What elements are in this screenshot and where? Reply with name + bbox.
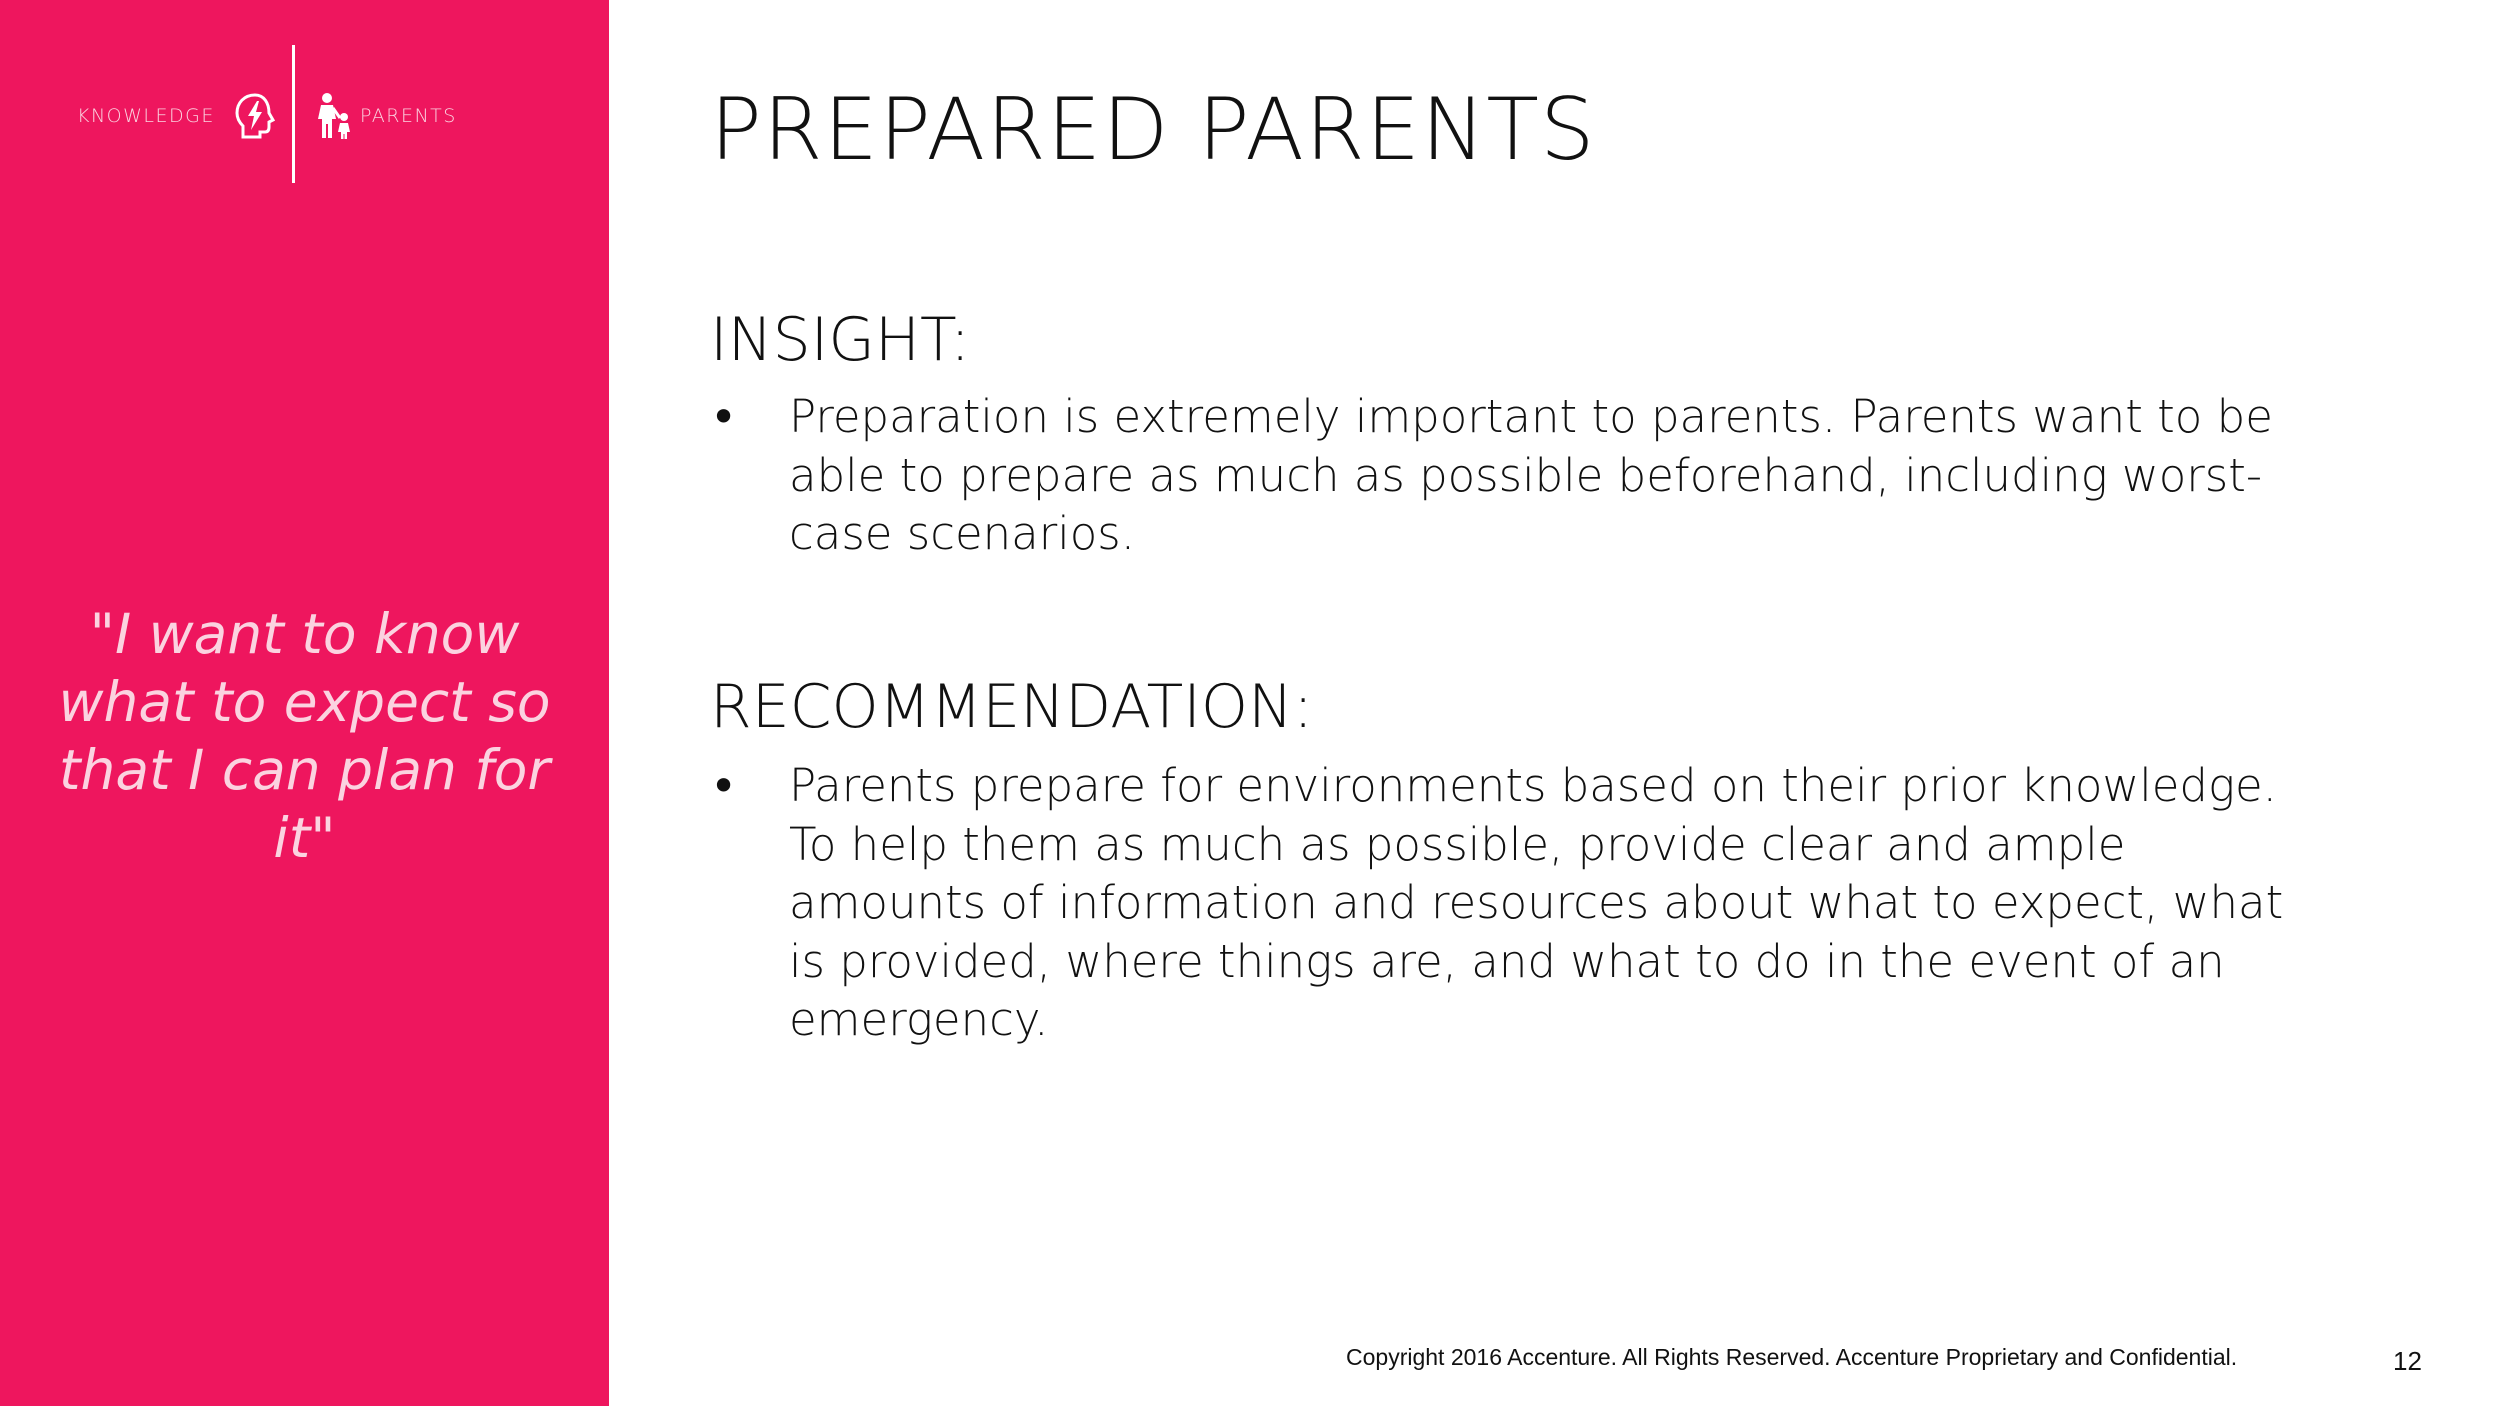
recommendation-text <box>789 757 2410 1050</box>
text-line: able to prepare as much as possible beforehand, including worst- <box>789 448 2263 502</box>
head-lightning-icon <box>233 92 277 140</box>
page-number: 12 <box>2393 1346 2422 1376</box>
text-line: To help them as much as possible, provide clear and ample <box>789 817 2126 871</box>
insight-heading: INSIGHT: <box>710 305 971 375</box>
text-line: emergency. <box>789 993 1049 1046</box>
text-line: Preparation is extremely important to parents. Parents want to be <box>789 390 2273 443</box>
sidebar-panel <box>0 0 609 1406</box>
parent-child-icon <box>316 92 354 140</box>
quote-line: what to expect so <box>58 670 551 734</box>
copyright-notice: Copyright 2016 Accenture. All Rights Reserved. Accenture Proprietary and Confidential. <box>1346 1344 2238 1370</box>
bullet-icon: • <box>710 390 738 444</box>
text-line: Parents prepare for environments based on their prior knowledge. <box>789 759 2277 812</box>
quote-line: that I can plan for it" <box>58 738 551 870</box>
recommendation-bullet <box>710 757 2410 1050</box>
bullet-icon: • <box>710 759 738 813</box>
text-line: case scenarios. <box>789 507 1136 560</box>
logo-word-parents: PARENTS <box>360 105 457 127</box>
recommendation-heading: RECOMMENDATION: <box>710 672 1314 742</box>
page-title: PREPARED PARENTS <box>710 80 1596 180</box>
insight-text <box>789 388 2410 564</box>
sidebar-quote <box>20 600 589 872</box>
quote-line: "I want to know <box>89 602 520 666</box>
text-line: amounts of information and resources about what to expect, what <box>789 876 2284 929</box>
logo-word-knowledge: KNOWLEDGE <box>77 105 215 127</box>
text-line: is provided, where things are, and what to do in the event of an <box>789 934 2225 988</box>
insight-bullet <box>710 388 2410 564</box>
logo-divider <box>292 45 295 183</box>
